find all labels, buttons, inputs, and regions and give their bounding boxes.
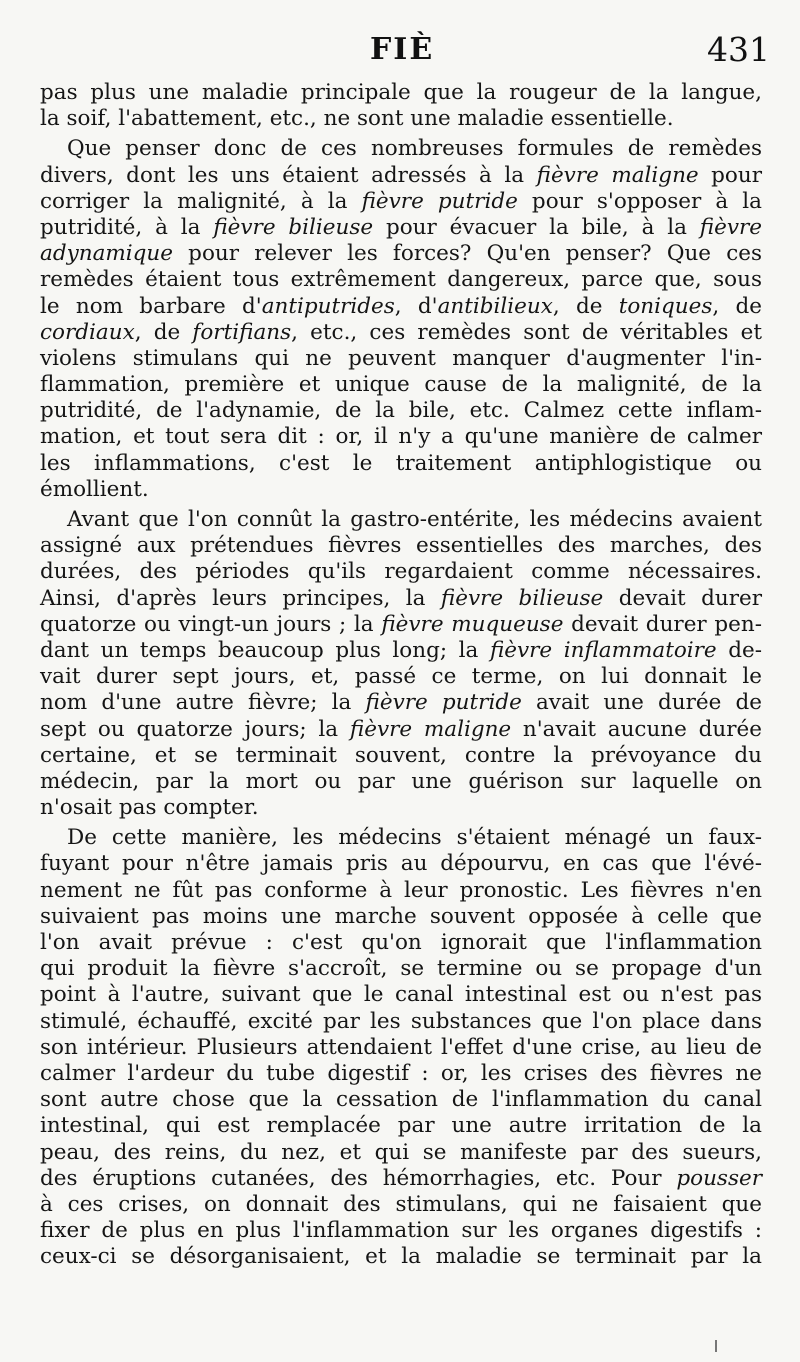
text-run: Que penser donc de ces nombreuses formules de remèdes	[67, 136, 762, 162]
text-run: certaine, et se terminait souvent, contre la prévoyance du	[40, 742, 762, 768]
text-line	[40, 1087, 762, 1113]
text-run: De cette manière, les médecins s'étaient ménagé un faux-	[67, 825, 762, 851]
text-line	[40, 559, 762, 585]
text-run: son intérieur. Plusieurs attendaient l'effet d'une crise, au lieu de	[40, 1034, 762, 1060]
text-line	[40, 136, 762, 162]
text-run: avait une durée de	[521, 690, 762, 716]
text-run: flammation, première et unique cause de la malignité, de la	[40, 372, 762, 398]
text-run: devait durer pen-	[563, 611, 762, 637]
text-line	[40, 851, 762, 877]
text-run: divers, dont les uns étaient adressés à la	[40, 162, 537, 188]
italic-term: antibilieux	[437, 293, 553, 319]
text-run: devait durer	[603, 585, 762, 611]
text-line	[40, 982, 762, 1008]
paragraph	[40, 507, 762, 821]
italic-term: fièvre putride	[361, 188, 518, 214]
text-run: putridité, de l'adynamie, de la bile, etc. Calmez cette inflam-	[40, 398, 762, 424]
text-line	[40, 163, 762, 189]
text-run: stimulé, échauffé, excité par les substances que l'on place dans	[40, 1008, 762, 1034]
running-head-title: FIÈ	[370, 32, 435, 67]
italic-term: fièvre maligne	[536, 162, 699, 188]
text-line	[40, 690, 762, 716]
text-run: sept ou quatorze jours; la	[40, 716, 350, 742]
italic-term: antiputrides	[261, 293, 395, 319]
text-line	[40, 717, 762, 743]
text-run: de-	[716, 637, 762, 663]
text-run: n'osait pas compter.	[40, 795, 259, 821]
italic-term: fortifians	[192, 319, 292, 345]
text-run: calmer l'ardeur du tube digestif : or, les crises des fièvres ne	[40, 1060, 762, 1086]
italic-term: adynamique	[40, 241, 173, 267]
text-run: intestinal, qui est remplacée par une autre irritation de la	[40, 1113, 762, 1139]
text-line	[40, 398, 762, 424]
text-line	[40, 1140, 762, 1166]
text-run: , d'	[394, 293, 438, 319]
text-run: l'on avait prévue : c'est qu'on ignorait que l'inflammation	[40, 930, 762, 955]
text-line	[40, 294, 762, 320]
text-line	[40, 638, 762, 664]
text-run: ceux-ci se désorganisaient, et la maladie se terminait par la	[40, 1244, 762, 1270]
text-run: corriger la malignité, à la	[40, 188, 362, 214]
text-run: durées, des périodes qu'ils regardaient comme nécessaires.	[40, 559, 762, 585]
page-number: 431	[707, 30, 770, 69]
italic-term: fièvre maligne	[349, 716, 512, 742]
italic-term: toniques	[618, 293, 713, 319]
text-line	[40, 533, 762, 559]
italic-term: pousser	[676, 1165, 762, 1191]
text-run: les inflammations, c'est le traitement antiphlogistique ou	[40, 450, 762, 476]
text-line	[40, 956, 762, 982]
text-run: nom d'une autre fièvre; la	[40, 690, 366, 716]
text-line	[40, 878, 762, 904]
text-run: , de	[552, 293, 619, 319]
text-line	[40, 80, 762, 106]
text-line	[40, 346, 762, 372]
italic-term: fièvre inflammatoire	[489, 637, 717, 663]
text-line	[40, 189, 762, 215]
text-run: nement ne fût pas conforme à leur pronostic. Les fièvres n'en	[40, 877, 762, 903]
text-run: , de	[134, 319, 193, 345]
text-run: émollient.	[40, 476, 149, 502]
text-run: quatorze ou vingt-un jours ; la	[40, 611, 382, 637]
text-line	[40, 664, 762, 690]
text-line	[40, 1218, 762, 1244]
text-line	[40, 586, 762, 612]
text-line	[40, 1061, 762, 1087]
text-line	[40, 612, 762, 638]
text-run: n'avait aucune durée	[511, 716, 762, 742]
text-line	[40, 1113, 762, 1139]
text-line	[40, 904, 762, 930]
text-line	[40, 1244, 762, 1270]
text-line	[40, 215, 762, 241]
text-line	[40, 1192, 762, 1218]
text-run: , de	[712, 293, 762, 319]
text-run: suivaient pas moins une marche souvent opposée à celle que	[40, 903, 762, 929]
text-run: à ces crises, on donnait des stimulans, qui ne faisaient que	[40, 1191, 762, 1217]
italic-term: fièvre bilieuse	[213, 214, 374, 240]
text-run: violens stimulans qui ne peuvent manquer d'augmenter l'in-	[40, 345, 762, 371]
text-run: assigné aux prétendues fièvres essentielles des marches, des	[40, 533, 762, 559]
text-line	[40, 372, 762, 398]
text-line	[40, 424, 762, 450]
text-run: peau, des reins, du nez, et qui se manifeste par des sueurs,	[40, 1139, 762, 1165]
paragraph	[40, 80, 762, 132]
text-run: des éruptions cutanées, des hémorrhagies, etc. Pour	[40, 1165, 677, 1191]
text-run: putridité, à la	[40, 214, 214, 240]
text-run: point à l'autre, suivant que le canal intestinal est ou n'est pas	[40, 982, 762, 1008]
text-run: remèdes étaient tous extrêmement dangereux, parce que, sous	[40, 267, 762, 293]
text-run: fixer de plus en plus l'inflammation sur les organes digestifs :	[40, 1218, 762, 1244]
text-line	[40, 795, 762, 821]
text-line	[40, 1166, 762, 1192]
text-run: médecin, par la mort ou par une guérison sur laquelle on	[40, 768, 762, 794]
running-head	[0, 30, 800, 78]
italic-term: cordiaux	[40, 319, 135, 345]
text-run: pas plus une maladie principale que la rougeur de la langue,	[40, 80, 762, 105]
text-run: vait durer sept jours, et, passé ce terme, on lui donnait le	[40, 664, 762, 690]
text-line	[40, 930, 762, 956]
printer-mark	[715, 1340, 717, 1352]
text-line	[40, 106, 762, 132]
text-run: le nom barbare d'	[40, 293, 262, 319]
text-run: pour	[698, 162, 762, 188]
italic-term: fièvre putride	[365, 690, 522, 716]
paragraph	[40, 136, 762, 503]
text-line	[40, 507, 762, 533]
text-line	[40, 267, 762, 293]
text-run: pour s'opposer à la	[517, 188, 762, 214]
text-line	[40, 477, 762, 503]
text-run: fuyant pour n'être jamais pris au dépourvu, en cas que l'évé-	[40, 851, 762, 877]
text-run: dant un temps beaucoup plus long; la	[40, 637, 490, 663]
paragraph	[40, 825, 762, 1270]
text-run: Avant que l'on connût la gastro-entérite, les médecins avaient	[67, 507, 762, 532]
italic-term: fièvre bilieuse	[440, 585, 604, 611]
text-line	[40, 825, 762, 851]
text-line	[40, 1035, 762, 1061]
text-line	[40, 320, 762, 346]
text-line	[40, 743, 762, 769]
text-run: pour évacuer la bile, à la	[373, 214, 700, 240]
text-run: Ainsi, d'après leurs principes, la	[40, 585, 441, 611]
text-run: pour relever les forces? Qu'en penser? Que ces	[173, 241, 762, 267]
text-run: la soif, l'abattement, etc., ne sont une maladie essentielle.	[40, 106, 674, 132]
text-run: mation, et tout sera dit : or, il n'y a qu'une manière de calmer	[40, 424, 762, 450]
italic-term: fièvre muqueuse	[381, 611, 564, 637]
text-line	[40, 241, 762, 267]
text-run: sont autre chose que la cessation de l'inflammation du canal	[40, 1087, 762, 1113]
text-run: qui produit la fièvre s'accroît, se termine ou se propage d'un	[40, 956, 762, 982]
text-run: , etc., ces remèdes sont de véritables et	[291, 319, 762, 345]
text-line	[40, 451, 762, 477]
italic-term: fièvre	[699, 214, 763, 240]
body-text	[40, 80, 762, 1270]
text-line	[40, 769, 762, 795]
text-line	[40, 1009, 762, 1035]
